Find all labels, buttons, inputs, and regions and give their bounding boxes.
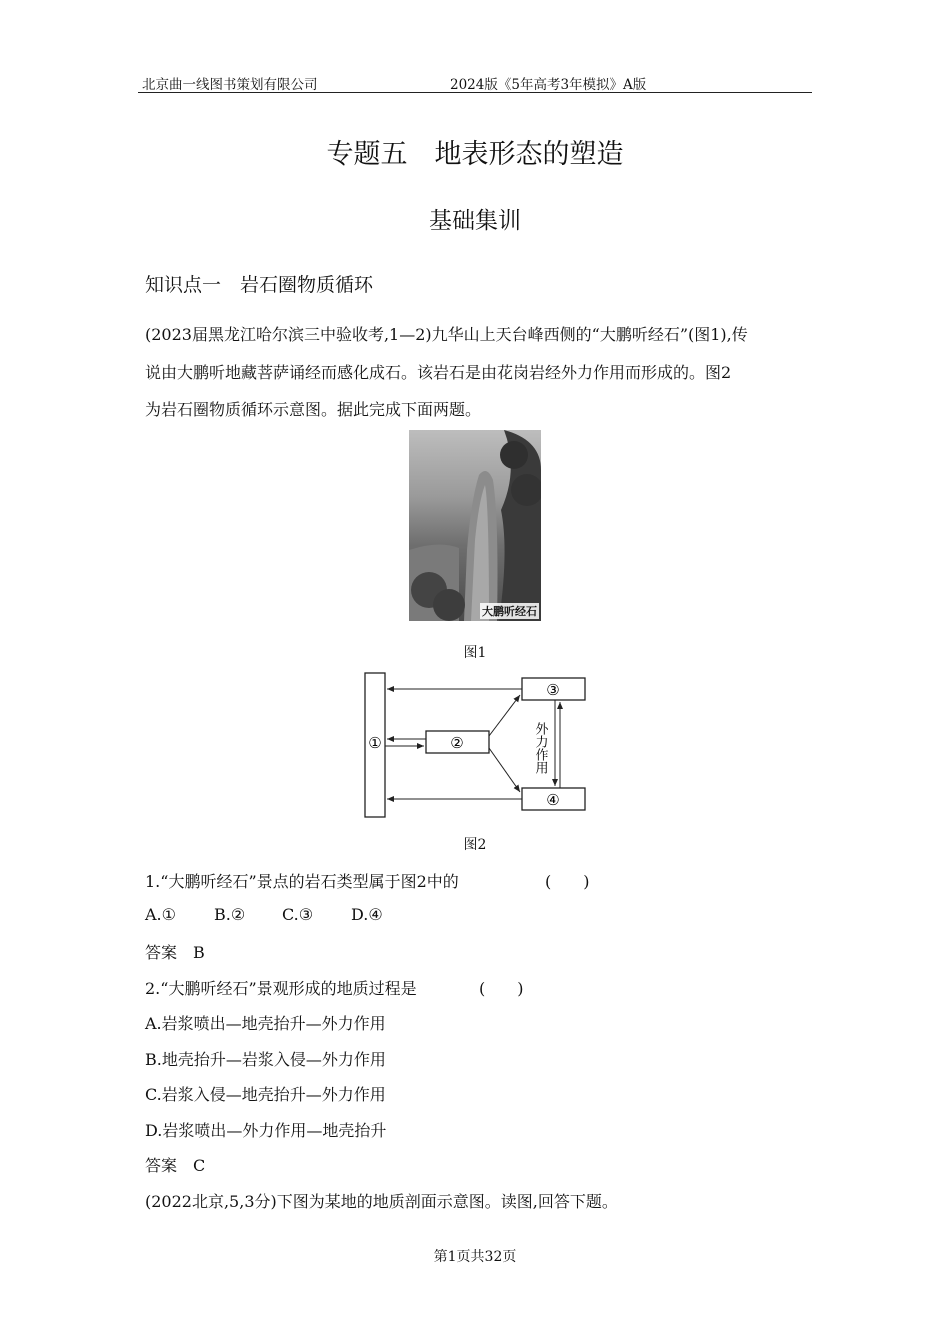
question-1-bracket: ( ) — [545, 872, 590, 891]
node-label-2: ② — [450, 734, 464, 752]
question-2-bracket: ( ) — [479, 979, 524, 998]
publisher-name: 北京曲一线图书策划有限公司 — [142, 77, 318, 93]
chapter-title: 专题五 地表形态的塑造 — [326, 139, 624, 170]
question-1-options — [145, 905, 383, 924]
question-1-answer: 答案 B — [145, 943, 205, 962]
rock-photo-art — [409, 430, 541, 621]
figure-2-caption: 图2 — [463, 837, 487, 853]
intro-line-3: 为岩石圈物质循环示意图。据此完成下面两题。 — [145, 400, 482, 419]
page-footer: 第1页共32页 — [433, 1249, 517, 1265]
intro-line-1: (2023届黑龙江哈尔滨三中验收考,1—2)九华山上天台峰西侧的“大鹏听经石”(图1),传 — [145, 325, 748, 344]
page-header — [138, 72, 812, 93]
q2-option-d: D.岩浆喷出—外力作用—地壳抬升 — [145, 1121, 387, 1140]
rock-cycle-diagram — [362, 670, 592, 820]
q1-option-a: A.① — [145, 905, 176, 924]
question-2-text: 2.“大鹏听经石”景观形成的地质过程是 — [145, 979, 417, 998]
q2-option-a: A.岩浆喷出—地壳抬升—外力作用 — [145, 1014, 386, 1033]
node-label-3: ③ — [546, 681, 560, 699]
next-question-intro: (2022北京,5,3分)下图为某地的地质剖面示意图。读图,回答下题。 — [145, 1192, 618, 1211]
book-title: 2024版《5年高考3年模拟》A版 — [450, 77, 647, 93]
node-label-1: ① — [368, 734, 382, 752]
q1-option-c: C.③ — [282, 905, 314, 924]
figure-1-caption: 图1 — [463, 645, 487, 661]
external-force-label: 外力作用 — [532, 722, 548, 774]
q2-option-c: C.岩浆入侵—地壳抬升—外力作用 — [145, 1085, 386, 1104]
knowledge-point-heading: 知识点一 岩石圈物质循环 — [145, 274, 374, 296]
q2-option-b: B.地壳抬升—岩浆入侵—外力作用 — [145, 1050, 386, 1069]
node-label-4: ④ — [546, 791, 560, 809]
q1-option-b: B.② — [214, 905, 246, 924]
q1-option-d: D.④ — [351, 905, 383, 924]
intro-line-2: 说由大鹏听地藏菩萨诵经而感化成石。该岩石是由花岗岩经外力作用而形成的。图2 — [145, 363, 732, 382]
question-2-stem — [145, 976, 524, 999]
photo-label: 大鹏听经石 — [482, 605, 537, 618]
question-1-text: 1.“大鹏听经石”景点的岩石类型属于图2中的 — [145, 872, 459, 891]
question-2-answer: 答案 C — [145, 1156, 206, 1175]
rock-photo — [409, 430, 541, 621]
question-1-stem — [145, 869, 590, 892]
section-subtitle: 基础集训 — [429, 208, 521, 234]
